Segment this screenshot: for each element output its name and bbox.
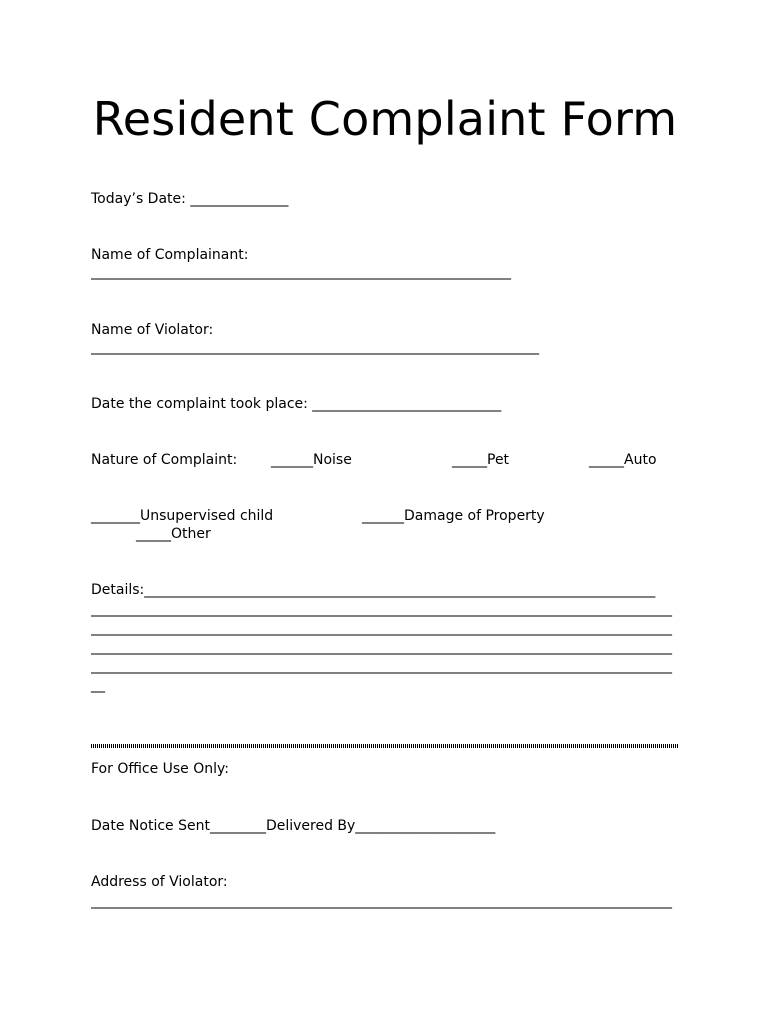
details-label[interactable]: Details:_________________________________________________________________________ [91,582,656,598]
noise-option[interactable]: ______Noise [271,452,352,468]
details-line[interactable]: __ [91,677,105,693]
violator-label: Name of Violator: [91,322,214,338]
office-separator [91,744,679,748]
form-title: Resident Complaint Form [92,92,678,146]
nature-label: Nature of Complaint: [91,452,238,468]
todays-date-field[interactable]: Today’s Date: ______________ [91,191,289,207]
other-option[interactable]: _____Other [136,526,211,542]
violator-line[interactable]: ________________________________________________________________ [91,339,539,355]
office-heading: For Office Use Only: [91,761,230,777]
complainant-line[interactable]: ____________________________________________________________ [91,264,511,280]
pet-option[interactable]: _____Pet [452,452,510,468]
details-line[interactable]: ___________________________________________________________________________________ [91,658,672,674]
complaint-date-field[interactable]: Date the complaint took place: ___________________________ [91,396,502,412]
notice-delivered-field[interactable]: Date Notice Sent________Delivered By____________________ [91,818,496,834]
address-line[interactable]: ___________________________________________________________________________________ [91,893,672,909]
details-line[interactable]: ___________________________________________________________________________________ [91,601,672,617]
complainant-label: Name of Complainant: [91,247,249,263]
unsupervised-child-option[interactable]: _______Unsupervised child [91,508,274,524]
details-line[interactable]: ___________________________________________________________________________________ [91,620,672,636]
details-line[interactable]: ___________________________________________________________________________________ [91,639,672,655]
damage-of-property-option[interactable]: ______Damage of Property [362,508,545,524]
address-label: Address of Violator: [91,874,228,890]
auto-option[interactable]: _____Auto [589,452,657,468]
